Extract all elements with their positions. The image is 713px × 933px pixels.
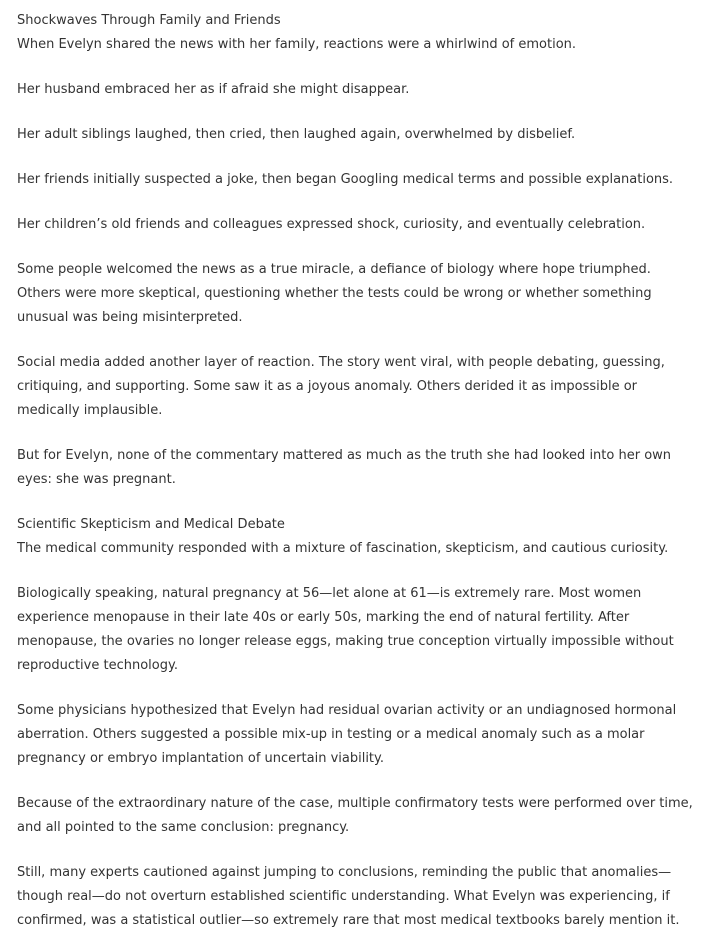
section-heading-shockwaves: Shockwaves Through Family and Friends [17, 13, 281, 28]
paragraph: Her children’s old friends and colleagues expressed shock, curiosity, and eventually celebration. [17, 217, 646, 232]
section-heading-scientific-skepticism: Scientific Skepticism and Medical Debate [17, 517, 285, 532]
paragraph: Some people welcomed the news as a true miracle, a defiance of biology where hope triumphed. Others were more skeptical, questioning whether the tests could be wrong or whether something unusual was being misinterpreted. [17, 262, 652, 325]
paragraph: Her husband embraced her as if afraid she might disappear. [17, 82, 410, 97]
paragraph: Still, many experts cautioned against jumping to conclusions, reminding the public that anomalies—though real—do not overturn established scientific understanding. What Evelyn was experiencing, if confirmed, was a statistical outlier—so extremely rare that most medical textbooks barely mention it. [17, 865, 680, 928]
paragraph: The medical community responded with a mixture of fascination, skepticism, and cautious curiosity. [17, 541, 669, 556]
paragraph: Her friends initially suspected a joke, then began Googling medical terms and possible explanations. [17, 172, 674, 187]
paragraph: Some physicians hypothesized that Evelyn had residual ovarian activity or an undiagnosed hormonal aberration. Others suggested a possible mix-up in testing or a medical anomaly such as a molar pregnancy or embryo implantation of uncertain viability. [17, 703, 677, 766]
paragraph: Biologically speaking, natural pregnancy at 56—let alone at 61—is extremely rare. Most women experience menopause in their late 40s or early 50s, marking the end of natural fertility. After menopause, the ovaries no longer release eggs, making true conception virtually impossible without reproductive technology. [17, 586, 674, 673]
paragraph: When Evelyn shared the news with her family, reactions were a whirlwind of emotion. [17, 37, 577, 52]
paragraph: Because of the extraordinary nature of the case, multiple confirmatory tests were performed over time, and all pointed to the same conclusion: pregnancy. [17, 796, 693, 835]
paragraph: Social media added another layer of reaction. The story went viral, with people debating, guessing, critiquing, and supporting. Some saw it as a joyous anomaly. Others derided it as impossible or medically implausible. [17, 355, 665, 418]
paragraph: Her adult siblings laughed, then cried, then laughed again, overwhelmed by disbelief. [17, 127, 576, 142]
paragraph: But for Evelyn, none of the commentary mattered as much as the truth she had looked into her own eyes: she was pregnant. [17, 448, 672, 487]
